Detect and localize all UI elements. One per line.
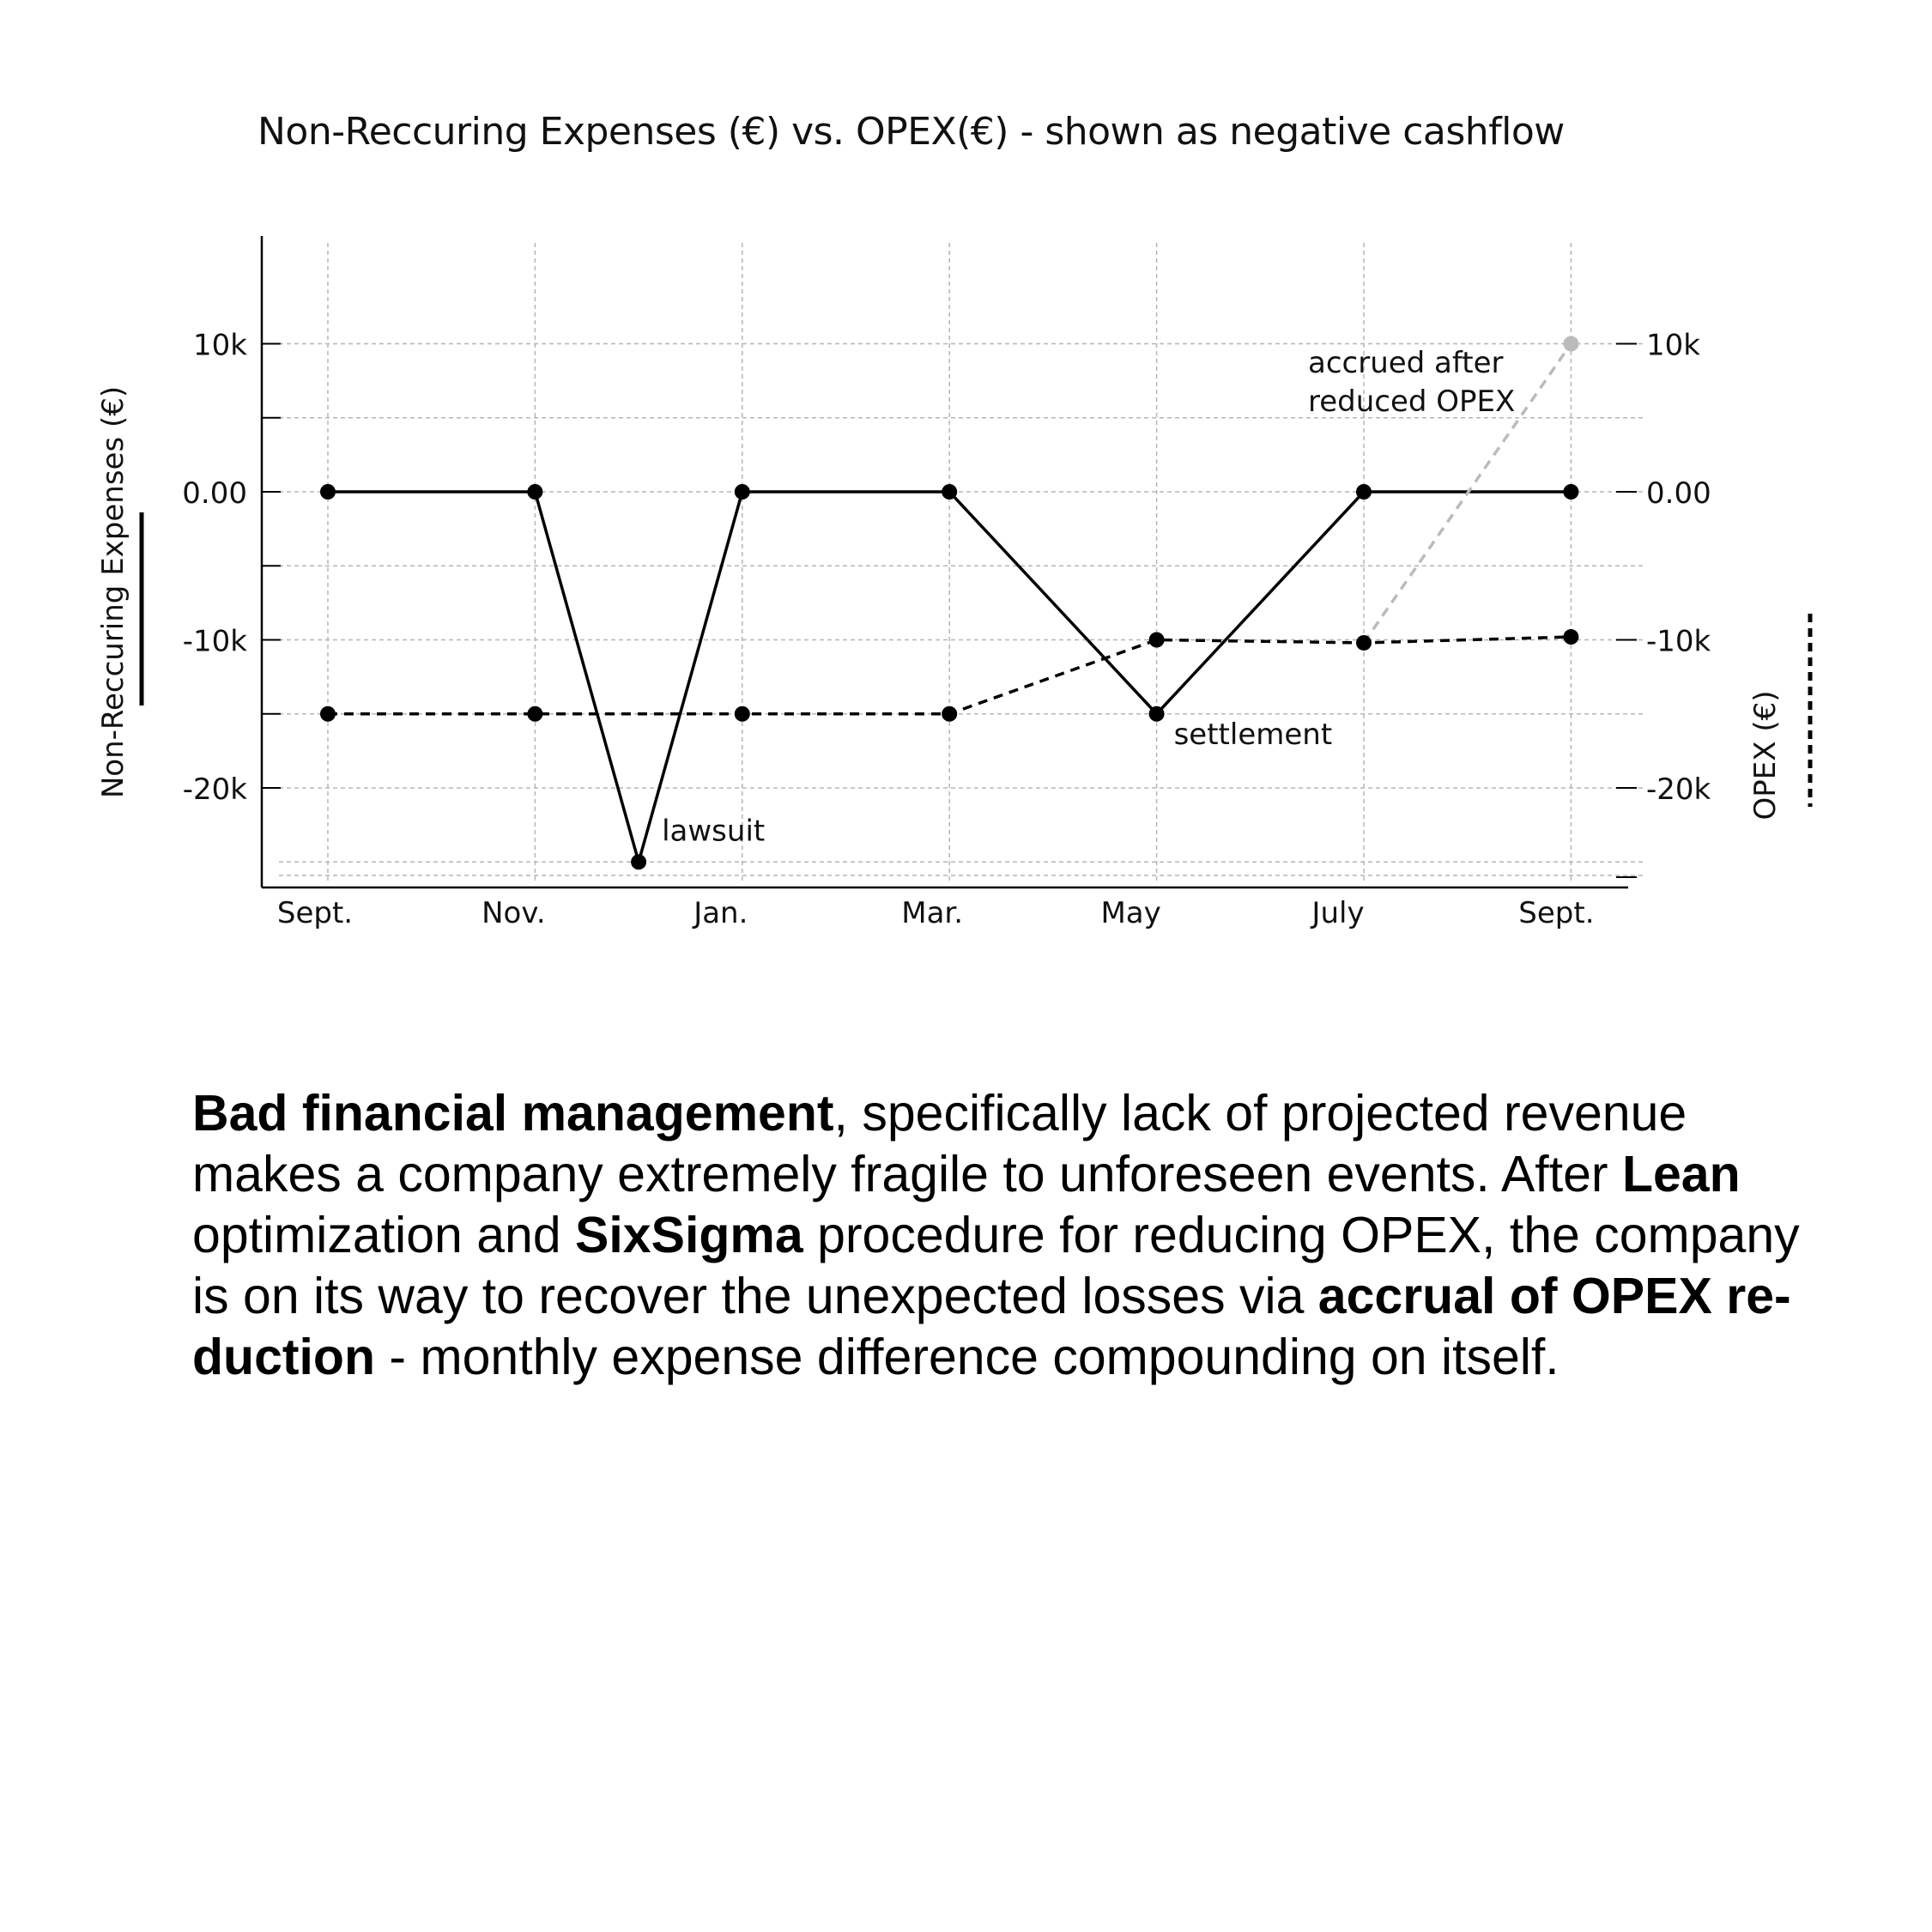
caption-bold-4: accrual of OPEX re-duction (192, 1268, 1791, 1385)
data-point-1 (527, 706, 542, 722)
caption-bold-3: SixSigma (575, 1207, 803, 1263)
chart-title: Non-Reccuring Expenses (€) vs. OPEX(€) - shown as negative cashflow (257, 110, 1565, 154)
data-point-0 (527, 484, 542, 500)
x-tick-label: July (1311, 896, 1365, 930)
y-tick-label-right: 10k (1646, 328, 1700, 363)
data-point-0 (1563, 484, 1578, 500)
caption-text-2: optimization and (192, 1207, 576, 1263)
y-tick-label-left: -20k (182, 772, 247, 807)
x-tick-label: Mar. (901, 896, 964, 930)
data-point-0 (735, 484, 750, 500)
annotation-accrued-line: accrued after (1308, 346, 1504, 380)
x-tick-label: Nov. (481, 896, 546, 930)
data-point-0 (631, 854, 646, 869)
data-point-1 (1149, 633, 1165, 648)
y-axis-title-left: Non-Reccuring Expenses (€) (96, 385, 130, 799)
y-tick-label-right: -10k (1646, 624, 1711, 659)
x-tick-label: Sept. (276, 896, 354, 930)
data-point-1 (1356, 635, 1372, 651)
caption-paragraph (192, 1083, 1806, 1388)
axes (262, 236, 1628, 887)
grid (279, 243, 1644, 884)
annotation-lawsuit: lawsuit (662, 814, 766, 849)
data-point-0 (1149, 706, 1165, 722)
caption-bold-2: Lean (1621, 1146, 1741, 1202)
caption-bold-1: Bad financial management (192, 1085, 834, 1142)
y-axis-title-right: OPEX (€) (1748, 690, 1783, 821)
annotation-accrued-line: reduced OPEX (1308, 385, 1516, 419)
y-tick-label-left: 10k (193, 328, 247, 363)
y-tick-label-left: -10k (182, 624, 247, 659)
y-tick-label-left: 0.00 (182, 476, 247, 511)
data-point-1 (942, 706, 957, 722)
y-tick-label-right: -20k (1646, 772, 1711, 807)
caption-text-3: procedure for reducing OPEX, the company is on its way to recover the unexpected losses via (192, 1207, 1800, 1324)
y-tick-label-right: 0.00 (1646, 476, 1711, 511)
caption-text-4: - monthly expense difference compounding on itself. (375, 1329, 1560, 1385)
labels (96, 346, 1810, 848)
data-point-0 (1356, 484, 1372, 500)
x-tick-label: May (1100, 896, 1161, 930)
x-tick-label: Jan. (693, 896, 748, 930)
caption-text-1: , specifically lack of projected revenue makes a company extremely fragile to unforeseen events. After (192, 1085, 1687, 1202)
annotation-settlement: settlement (1173, 717, 1333, 752)
data-point-2 (1563, 336, 1578, 352)
data-point-0 (320, 484, 336, 500)
data-point-0 (942, 484, 957, 500)
data-point-1 (1563, 629, 1578, 645)
x-tick-label: Sept. (1518, 896, 1595, 930)
data-point-1 (735, 706, 750, 722)
data-point-1 (320, 706, 336, 722)
